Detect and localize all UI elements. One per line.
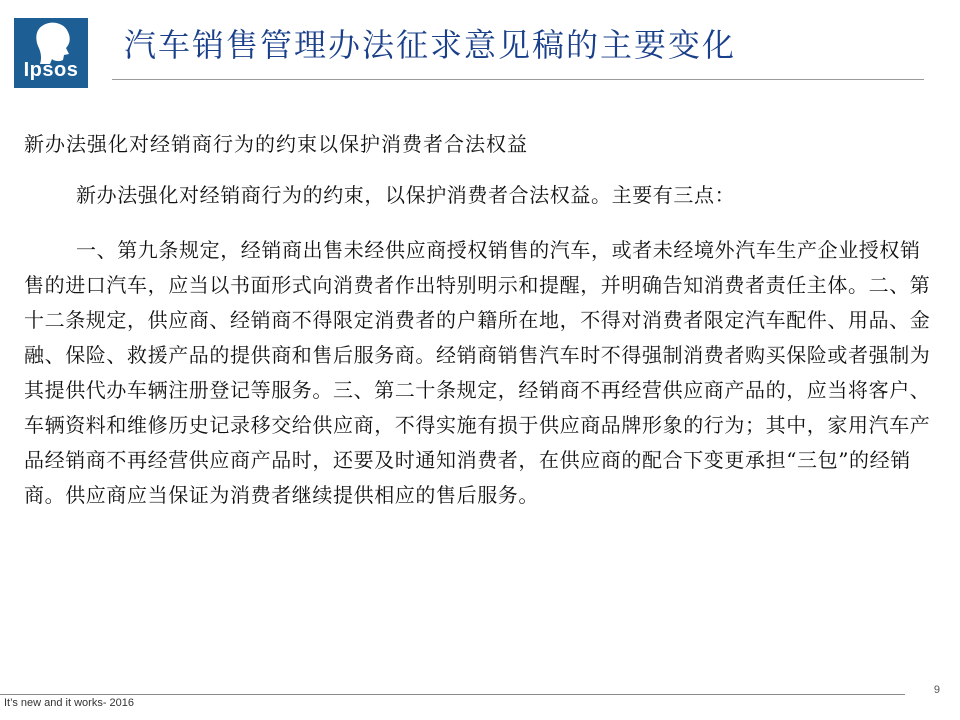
- intro-paragraph: 新办法强化对经销商行为的约束，以保护消费者合法权益。主要有三点：: [76, 183, 736, 207]
- section-subtitle: 新办法强化对经销商行为的约束以保护消费者合法权益: [24, 132, 528, 156]
- footer-text: It’s new and it works- 2016: [4, 697, 135, 709]
- page-title: 汽车销售管理办法征求意见稿的主要变化: [124, 26, 737, 64]
- logo-text: Ipsos: [23, 59, 79, 81]
- page-number: 9: [933, 684, 940, 696]
- body-paragraph: 一、第九条规定，经销商出售未经供应商授权销售的汽车，或者未经境外汽车生产企业授权销售的进口汽车，应当以书面形式向消费者作出特别明示和提醒，并明确告知消费者责任主体。二、第十二条规定，供应商、经销商不得限定消费者的户籍所在地，不得对消费者限定汽车配件、用品、金融、保险、救援产品的提供商和售后服务商。经销商销售汽车时不得强制消费者购买保险或者强制为其提供代办车辆注册登记等服务。三、第二十条规定，经销商不再经营供应商产品的，应当将客户、车辆资料和维修历史记录移交给供应商，不得实施有损于供应商品牌形象的行为；其中，家用汽车产品经销商不再经营供应商产品时，还要及时通知消费者，在供应商的配合下变更承担“三包”的经销商。供应商应当保证为消费者继续提供相应的售后服务。: [24, 238, 931, 507]
- title-divider: [112, 79, 924, 80]
- footer-divider: [0, 694, 905, 695]
- ipsos-logo: [14, 18, 88, 88]
